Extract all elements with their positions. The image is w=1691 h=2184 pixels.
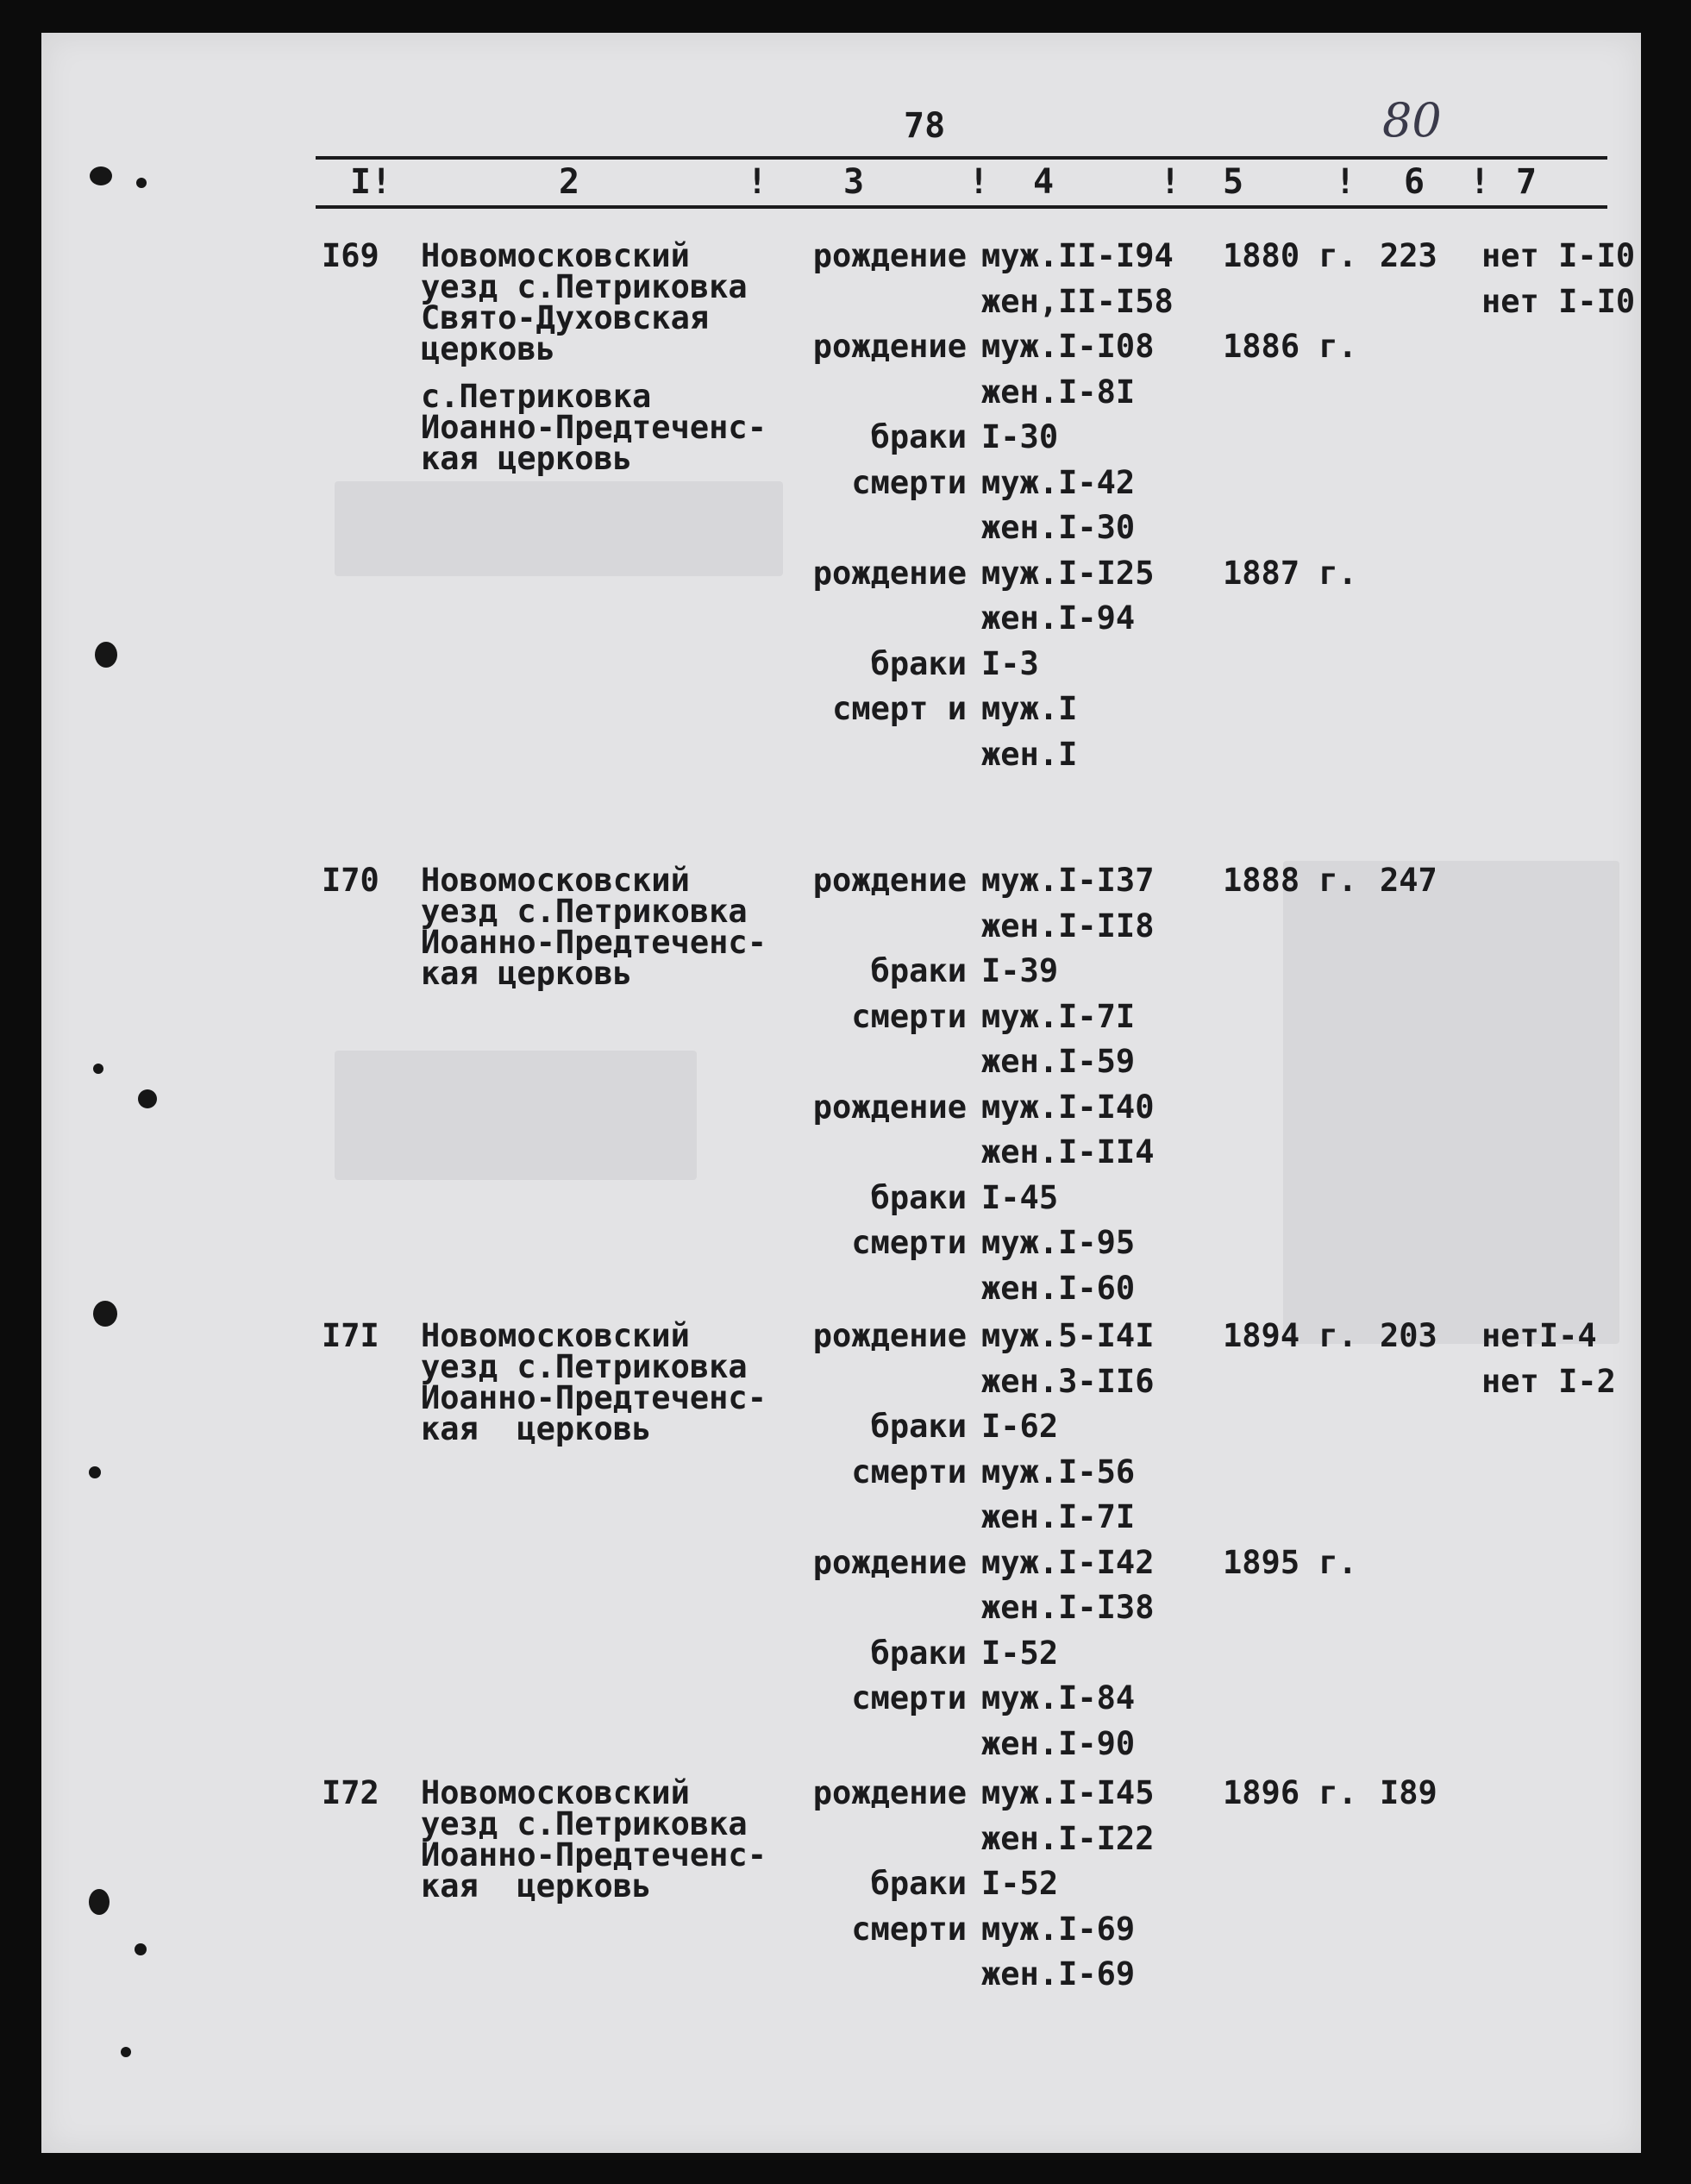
- record-type: смерти: [851, 1224, 967, 1261]
- record-count: муж.I-7I: [981, 997, 1136, 1035]
- record-count: жен.I-II8: [981, 907, 1155, 945]
- entry-place-line: Новомосковский: [421, 1317, 690, 1354]
- record-type: смерти: [851, 1453, 967, 1491]
- record-count: жен.I-30: [981, 509, 1136, 546]
- record-count: жен,II-I58: [981, 282, 1174, 320]
- record-type: смерт и: [832, 690, 967, 727]
- record-type: смерти: [851, 463, 967, 501]
- punch-hole: [93, 1064, 103, 1074]
- column-separator: !: [1469, 162, 1491, 202]
- record-type: браки: [870, 1865, 967, 1902]
- entry-place-line: церковь: [421, 330, 555, 367]
- punch-hole: [135, 1943, 147, 1955]
- punch-hole: [136, 178, 147, 188]
- record-note: нет I-2: [1481, 1362, 1616, 1400]
- record-count: муж.I-56: [981, 1453, 1136, 1491]
- entry-place-line: уезд с.Петриковка: [421, 1805, 748, 1842]
- record-year: 1887 г.: [1223, 554, 1357, 592]
- record-note: нетI-4: [1481, 1317, 1597, 1354]
- record-count: муж.I-69: [981, 1910, 1136, 1948]
- entry-number: I69: [322, 237, 379, 274]
- record-type: рождение: [812, 1543, 967, 1581]
- entry-place-line: Новомосковский: [421, 1774, 690, 1811]
- record-count: жен.I-90: [981, 1724, 1136, 1762]
- record-type: рождение: [812, 237, 967, 274]
- punch-hole: [138, 1089, 157, 1108]
- record-sheets: I89: [1380, 1774, 1437, 1811]
- entry-place-line: Свято-Духовская: [421, 299, 710, 336]
- entry-place-line: Новомосковский: [421, 237, 690, 274]
- entry-number: I70: [322, 862, 379, 899]
- record-type: смерти: [851, 1910, 967, 1948]
- record-count: I-30: [981, 418, 1059, 455]
- record-type: смерти: [851, 1679, 967, 1716]
- record-count: жен.I: [981, 735, 1078, 773]
- column-header-6: 6: [1404, 162, 1425, 202]
- record-year: 1895 г.: [1223, 1543, 1357, 1581]
- entry-number: I72: [322, 1774, 379, 1811]
- record-count: жен.I-II4: [981, 1133, 1155, 1170]
- record-type: смерти: [851, 997, 967, 1035]
- record-count: муж.5-I4I: [981, 1317, 1155, 1354]
- record-year: 1888 г.: [1223, 862, 1357, 899]
- column-header-4: 4: [1033, 162, 1055, 202]
- entry-place-line: Новомосковский: [421, 862, 690, 899]
- record-note: нет I-I0: [1481, 282, 1636, 320]
- record-count: жен.I-69: [981, 1955, 1136, 1993]
- record-count: жен.I-8I: [981, 373, 1136, 411]
- punch-hole: [90, 166, 112, 185]
- record-type: рождение: [812, 554, 967, 592]
- entry-place-line: кая церковь: [421, 1867, 652, 1905]
- entry-place-line: Иоанно-Предтеченс-: [421, 1379, 767, 1416]
- entry-place-line: Иоанно-Предтеченс-: [421, 409, 767, 446]
- record-count: муж.I-I08: [981, 328, 1155, 365]
- record-count: муж.I-42: [981, 463, 1136, 501]
- column-separator: !: [1335, 162, 1356, 202]
- bleed-through-text: [1283, 861, 1619, 1344]
- column-header-3: 3: [843, 162, 865, 202]
- entry-number: I7I: [322, 1317, 379, 1354]
- punch-hole: [89, 1889, 110, 1915]
- record-count: муж.I-I45: [981, 1774, 1155, 1811]
- punch-hole: [121, 2047, 131, 2057]
- column-header-I!: I!: [350, 162, 392, 202]
- record-year: 1880 г.: [1223, 237, 1357, 274]
- record-count: муж.I-I40: [981, 1088, 1155, 1126]
- header-bottom-rule: [316, 205, 1607, 209]
- record-count: жен.I-59: [981, 1043, 1136, 1080]
- document-page: [41, 33, 1641, 2153]
- record-count: I-45: [981, 1178, 1059, 1216]
- record-count: I-3: [981, 644, 1039, 682]
- record-count: жен.I-94: [981, 599, 1136, 637]
- record-type: браки: [870, 952, 967, 989]
- entry-place-line: Иоанно-Предтеченс-: [421, 924, 767, 961]
- entry-place-line: с.Петриковка: [421, 378, 652, 415]
- punch-hole: [89, 1466, 101, 1478]
- column-separator: !: [1160, 162, 1181, 202]
- bleed-through-text: [335, 1051, 697, 1180]
- record-type: браки: [870, 1178, 967, 1216]
- column-header-5: 5: [1223, 162, 1244, 202]
- record-type: рождение: [812, 1317, 967, 1354]
- entry-place-line: кая церковь: [421, 440, 633, 477]
- record-count: жен.I-I38: [981, 1589, 1155, 1626]
- record-count: муж.I-I42: [981, 1543, 1155, 1581]
- record-year: 1894 г.: [1223, 1317, 1357, 1354]
- record-sheets: 203: [1380, 1317, 1437, 1354]
- record-count: муж.I-I37: [981, 862, 1155, 899]
- record-type: браки: [870, 1408, 967, 1445]
- handwritten-page-number: 80: [1382, 93, 1442, 147]
- entry-place-line: Иоанно-Предтеченс-: [421, 1836, 767, 1873]
- record-type: рождение: [812, 1774, 967, 1811]
- record-count: жен.3-II6: [981, 1362, 1155, 1400]
- column-separator: !: [747, 162, 768, 202]
- entry-place-line: кая церковь: [421, 1410, 652, 1447]
- punch-hole: [93, 1301, 117, 1327]
- record-count: I-62: [981, 1408, 1059, 1445]
- record-count: I-39: [981, 952, 1059, 989]
- record-count: муж.I: [981, 690, 1078, 727]
- record-type: рождение: [812, 1088, 967, 1126]
- record-sheets: 223: [1380, 237, 1437, 274]
- record-type: браки: [870, 644, 967, 682]
- record-count: I-52: [981, 1865, 1059, 1902]
- record-type: рождение: [812, 328, 967, 365]
- entry-place-line: уезд с.Петриковка: [421, 268, 748, 305]
- bleed-through-text: [335, 481, 783, 576]
- record-count: жен.I-I22: [981, 1819, 1155, 1857]
- column-header-2: 2: [559, 162, 580, 202]
- record-note: нет I-I0: [1481, 237, 1636, 274]
- column-separator: !: [968, 162, 990, 202]
- entry-place-line: уезд с.Петриковка: [421, 1348, 748, 1385]
- record-count: муж.I-84: [981, 1679, 1136, 1716]
- record-type: рождение: [812, 862, 967, 899]
- punch-hole: [95, 642, 117, 668]
- record-count: жен.I-7I: [981, 1498, 1136, 1535]
- header-top-rule: [316, 156, 1607, 160]
- typed-page-number: 78: [904, 106, 946, 146]
- record-count: жен.I-60: [981, 1269, 1136, 1307]
- record-count: муж.I-95: [981, 1224, 1136, 1261]
- record-year: 1896 г.: [1223, 1774, 1357, 1811]
- column-header-7: 7: [1516, 162, 1538, 202]
- record-count: I-52: [981, 1634, 1059, 1672]
- record-type: браки: [870, 418, 967, 455]
- record-type: браки: [870, 1634, 967, 1672]
- entry-place-line: уезд с.Петриковка: [421, 893, 748, 930]
- record-count: муж.II-I94: [981, 237, 1174, 274]
- entry-place-line: кая церковь: [421, 955, 633, 992]
- record-count: муж.I-I25: [981, 554, 1155, 592]
- record-sheets: 247: [1380, 862, 1437, 899]
- record-year: 1886 г.: [1223, 328, 1357, 365]
